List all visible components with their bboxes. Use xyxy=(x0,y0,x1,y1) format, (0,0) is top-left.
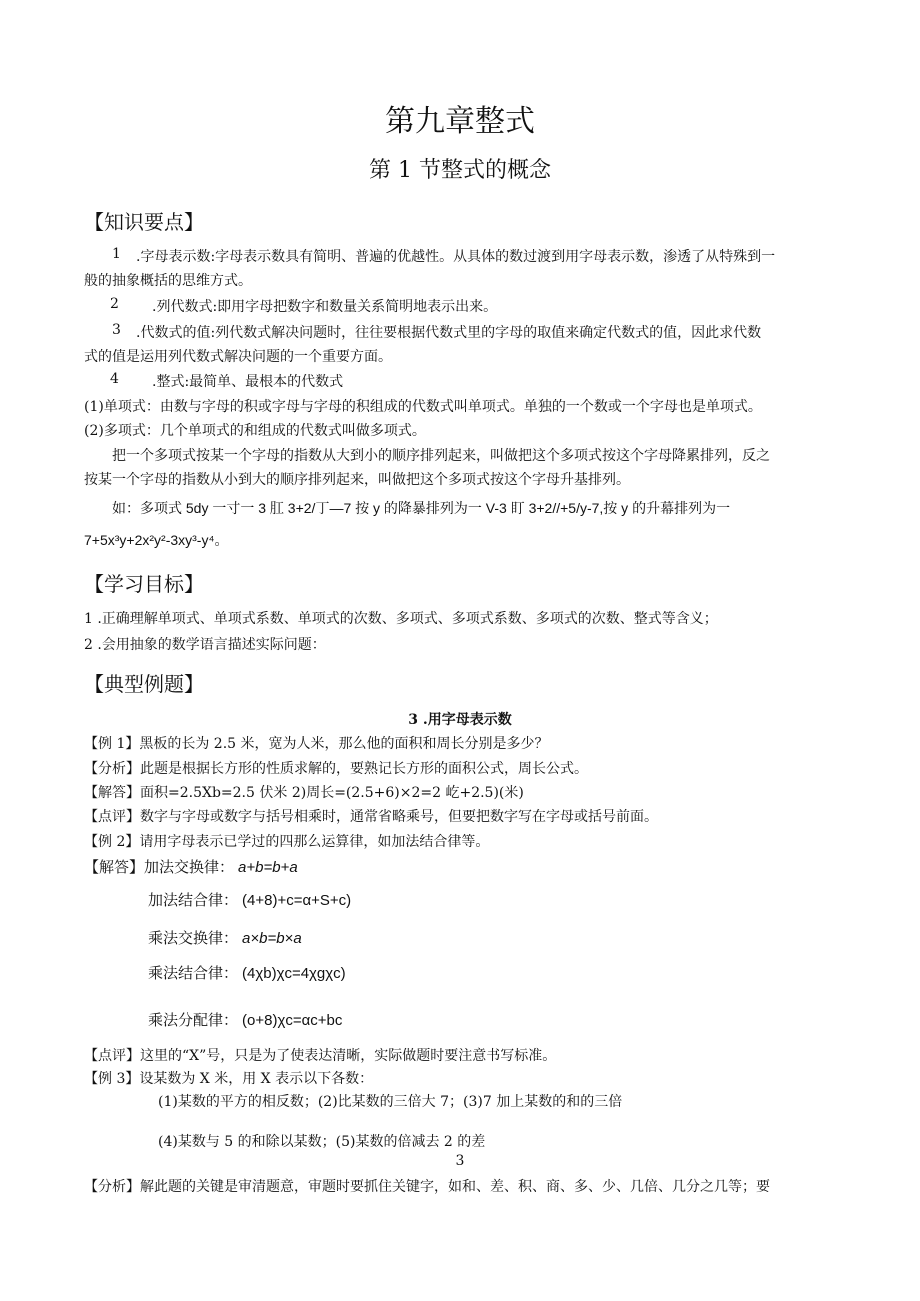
law-formula: (o+8)χc=αc+bc xyxy=(242,1012,343,1029)
point-3-number: 3 xyxy=(112,322,121,338)
law-commutative-mul xyxy=(148,927,302,948)
point-1-text-cont: 般的抽象概括的思维方式。 xyxy=(84,273,252,289)
example-2-question: 【例 2】请用字母表示已学过的四那么运算律，如加法结合律等。 xyxy=(84,834,490,850)
ordering-example-cont: 7+5x³y+2x²y²-3xy³-y⁴。 xyxy=(84,532,229,548)
example-3-items: (1)某数的平方的相反数；(2)比某数的三倍大 7；(3)7 加上某数的和的三倍 xyxy=(158,1094,623,1110)
point-2-text: .列代数式:即用字母把数字和数量关系简明地表示出来。 xyxy=(152,299,498,315)
law-label: 【解答】加法交换律： xyxy=(84,858,235,876)
ordering-definition: 把一个多项式按某一个字母的指数从大到小的顺序排列起来，叫做把这个多项式按这个字母降累排列，反之 xyxy=(112,448,770,464)
chapter-title: 第九章整式 xyxy=(385,104,535,139)
example-1-question: 【例 1】黑板的长为 2.5 米，宽为人米，那么他的面积和周长分别是多少？ xyxy=(84,736,549,752)
section-title: 第 1 节整式的概念 xyxy=(369,158,551,183)
example-3-question: 【例 3】设某数为 X 米，用 X 表示以下各数： xyxy=(84,1071,374,1087)
law-label: 乘法结合律： xyxy=(148,964,239,982)
monomial-definition: (1)单项式：由数与字母的积或字母与字母的积组成的代数式叫单项式。单独的一个数或一个字母也是单项式。 xyxy=(84,399,762,415)
goal-2: 2 .会用抽象的数学语言描述实际问题： xyxy=(84,637,326,653)
example-2-answer xyxy=(84,856,298,877)
polynomial-definition: (2)多项式：几个单项式的和组成的代数式叫做多项式。 xyxy=(84,423,426,439)
point-4-text: .整式:最简单、最根本的代数式 xyxy=(152,374,344,390)
example-3-items-cont: (4)某数与 5 的和除以某数；(5)某数的倍减去 2 的差 xyxy=(158,1134,486,1150)
law-distributive xyxy=(148,1009,342,1030)
law-associative-add xyxy=(148,889,351,910)
law-formula: a×b=b×a xyxy=(242,930,302,947)
law-label: 乘法分配律： xyxy=(148,1011,239,1029)
point-3-text: .代数式的值:列代数式解决问题时，往往要根据代数式里的字母的取值来确定代数式的值，因此求代数 xyxy=(136,325,762,341)
example-2-comment: 【点评】这里的“X”号，只是为了使表达清晰，实际做题时要注意书写标准。 xyxy=(84,1048,557,1064)
goal-1: 1 .正确理解单项式、单项式系数、单项式的次数、多项式、多项式系数、多项式的次数、整式等含义； xyxy=(84,611,718,627)
example-3-analysis: 【分析】解此题的关键是审清题意，审题时要抓住关键字，如和、差、积、商、多、少、几倍、几分之几等；要 xyxy=(84,1179,770,1195)
example-1-comment: 【点评】数字与字母或数字与括号相乘时，通常省略乘号，但要把数字写在字母或括号前面。 xyxy=(84,809,658,825)
page-number: 3 xyxy=(455,1153,465,1169)
point-4-number: 4 xyxy=(110,371,119,387)
law-label: 乘法交换律： xyxy=(148,929,239,947)
example-subheading: 3 .用字母表示数 xyxy=(408,712,512,728)
law-formula: a+b=b+a xyxy=(238,859,298,876)
law-formula: (4+8)+c=α+S+c) xyxy=(242,892,352,909)
heading-learning-goals: 【学习目标】 xyxy=(84,572,204,596)
heading-typical-examples: 【典型例题】 xyxy=(84,672,204,696)
point-3-text-cont: 式的值是运用列代数式解决问题的一个重要方面。 xyxy=(84,349,392,365)
law-associative-mul xyxy=(148,962,346,983)
example-1-analysis: 【分析】此题是根据长方形的性质求解的，要熟记长方形的面积公式，周长公式。 xyxy=(84,761,588,777)
law-label: 加法结合律： xyxy=(148,891,239,909)
point-1-number: 1 xyxy=(112,246,121,262)
law-formula: (4χb)χc=4χgχc) xyxy=(242,965,346,982)
ordering-definition-cont: 按某一个字母的指数从小到大的顺序排列起来，叫做把这个多项式按这个字母升基排列。 xyxy=(84,472,630,488)
example-1-answer: 【解答】面积=2.5Xb=2.5 伏米 2)周长=(2.5+6)×2=2 屹+2.5)(米) xyxy=(84,785,524,801)
ordering-example: 如：多项式 5dy 一寸一 3 肛 3+2/丁—7 按 y 的降暴排列为一 V-3 盯 3+2//+5/y-7,按 y 的升幕排列为一 xyxy=(112,500,731,516)
point-1-text: .字母表示数:字母表示数具有简明、普遍的优越性。从具体的数过渡到用字母表示数，渗透了从特殊到一 xyxy=(136,249,776,265)
heading-knowledge-points: 【知识要点】 xyxy=(84,210,204,234)
point-2-number: 2 xyxy=(110,296,119,312)
